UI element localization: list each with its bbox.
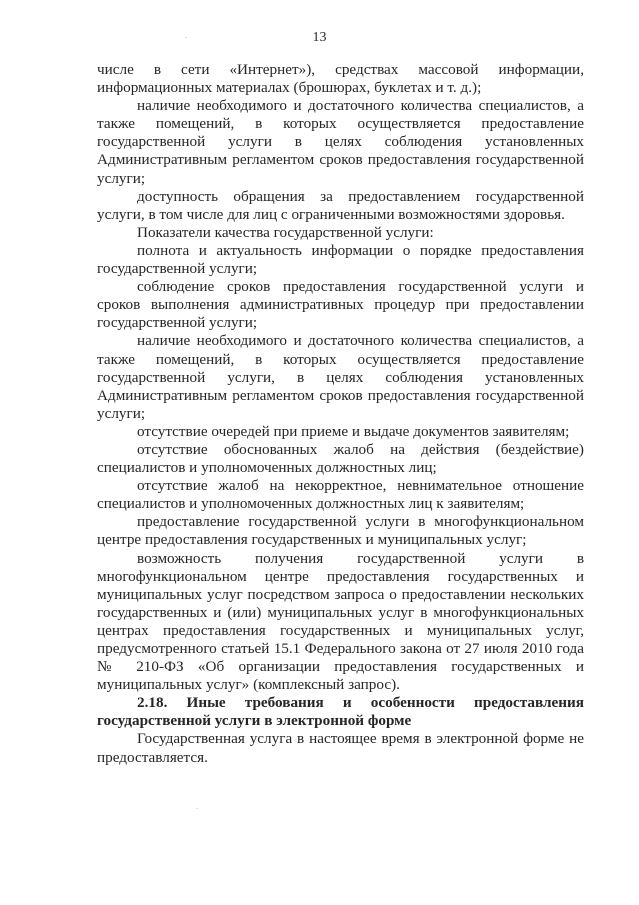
paragraph: отсутствие обоснованных жалоб на действия (бездействие) специалистов и уполномоченных должностных лиц; [97,440,584,477]
section-heading: 2.18. Иные требования и особенности предоставления государственной услуги в электронной форме [97,694,584,730]
paragraph: отсутствие очередей при приеме и выдаче документов заявителям; [137,422,570,440]
paragraph: Показатели качества государственной услуги: [137,223,434,241]
paragraph: наличие необходимого и достаточного количества специалистов, а также помещений, в которых осуществляется предоставление государственной услуги в целях соблюдения установленных Административным регламентом сроков предоставления государственной услуги; [97,97,584,187]
document-body [97,61,584,767]
paragraph: полнота и актуальность информации о порядке предоставления государственной услуги; [97,241,584,278]
page-number: 13 [312,30,327,45]
paragraph: наличие необходимого и достаточного количества специалистов, а также помещений, в которых осуществляется предоставление государственной услуги, в целях соблюдения установленных Административным регламентом сроков предоставления государственной услуги; [97,332,584,422]
paragraph: предоставление государственной услуги в многофункциональном центре предоставления государственных и муниципальных услуг; [97,513,584,549]
paragraph: доступность обращения за предоставлением государственной услуги, в том числе для лиц с ограниченными возможностями здоровья. [97,187,584,223]
scan-artifact [196,808,198,809]
paragraph: отсутствие жалоб на некорректное, невнимательное отношение специалистов и уполномоченных должностных лиц к заявителям; [97,477,584,513]
paragraph: возможность получения государственной услуги в многофункциональном центре предоставления государственных и муниципальных услуг посредством запроса о предоставлении нескольких государственных и (или) муниципальных услуг в многофункциональных центрах предоставления государственных и муниципальных услуг, предусмотренного статьей 15.1 Федерального закона от 27 июля 2010 года № 210-ФЗ «Об организации предоставления государственных и муниципальных услуг» (комплексный запрос). [97,549,584,694]
section-body: Государственная услуга в настоящее время в электронной форме не предоставляется. [97,730,584,766]
paragraph: соблюдение сроков предоставления государственной услуги и сроков выполнения административных процедур при предоставлении государственной услуги; [97,278,584,332]
scan-artifact [185,37,187,38]
paragraph: числе в сети «Интернет»), средствах массовой информации, информационных материалах (брошюрах, буклетах и т. д.); [97,61,584,97]
